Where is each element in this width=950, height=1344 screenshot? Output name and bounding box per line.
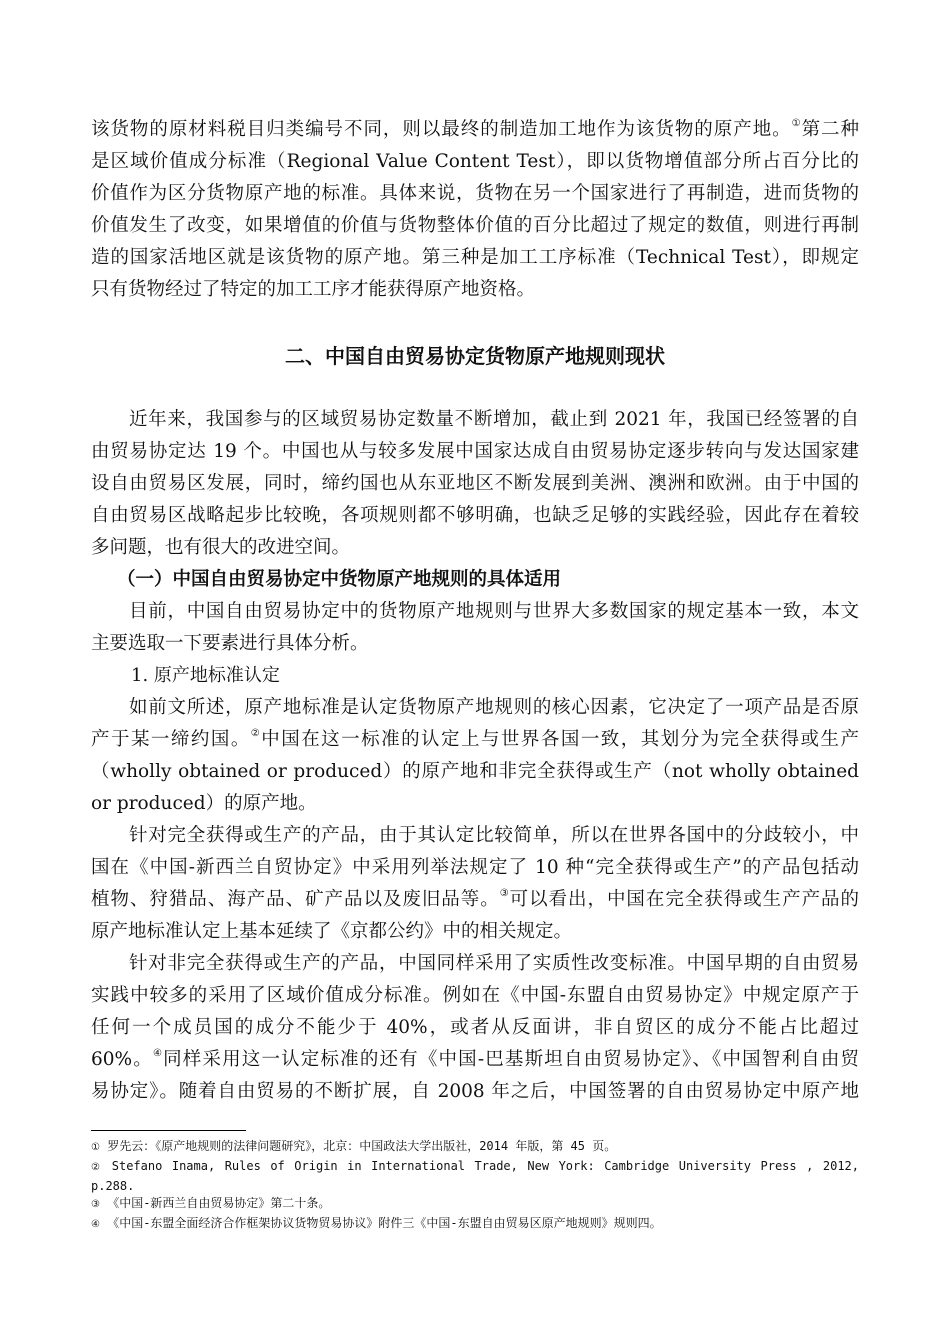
text-line: 任何一个成员国的成分不能少于 40%，或者从反面讲，非自贸区的成分不能占比超过 xyxy=(91,1017,859,1038)
text-line: 造的国家活地区就是该货物的原产地。第三种是加工工序标准（Technical Test），即规定 xyxy=(91,247,859,268)
footnote-number: ④ xyxy=(91,1219,100,1230)
footnote-marker[interactable]: ③ xyxy=(499,888,510,899)
text-line: 易协定》。随着自由贸易的不断扩展，自 2008 年之后，中国签署的自由贸易协定中原产地 xyxy=(91,1081,859,1102)
text-line: 主要选取一下要素进行具体分析。 xyxy=(91,633,369,654)
text-line: 植物、狩猎品、海产品、矿产品以及废旧品等。③可以看出，中国在完全获得或生产产品的 xyxy=(91,888,859,910)
text-line: 实践中较多的采用了区域价值成分标准。例如在《中国-东盟自由贸易协定》中规定原产于 xyxy=(91,985,859,1006)
footnote-continuation: p.288. xyxy=(91,1179,135,1193)
text-line: 是区域价值成分标准（Regional Value Content Test），即以货物增值部分所占百分比的 xyxy=(91,151,859,172)
footnote-divider xyxy=(91,1130,246,1131)
text-line: 设自由贸易区发展，同时，缔约国也从东亚地区不断发展到美洲、澳洲和欧洲。由于中国的 xyxy=(91,473,859,494)
text-line: 针对完全获得或生产的产品，由于其认定比较简单，所以在世界各国中的分歧较小，中 xyxy=(129,825,859,846)
footnote-marker[interactable]: ① xyxy=(791,118,802,129)
text-line: 国在《中国-新西兰自贸协定》中采用列举法规定了 10 种“完全获得或生产”的产品包括动 xyxy=(91,857,859,878)
text-line: 价值发生了改变，如果增值的价值与货物整体价值的百分比超过了规定的数值，则进行再制 xyxy=(91,215,859,236)
text-line: 60%。④同样采用这一认定标准的还有《中国-巴基斯坦自由贸易协定》、《中国智利自由贸 xyxy=(91,1048,859,1070)
numbered-heading: 1. 原产地标准认定 xyxy=(131,665,280,686)
text-line: 该货物的原材料税目归类编号不同，则以最终的制造加工地作为该货物的原产地。①第二种 xyxy=(91,118,859,140)
footnote-marker[interactable]: ④ xyxy=(152,1048,164,1059)
text-line: 原产地标准认定上基本延续了《京都公约》中的相关规定。 xyxy=(91,921,573,942)
subsection-heading: （一）中国自由贸易协定中货物原产地规则的具体适用 xyxy=(117,569,562,590)
document-body xyxy=(91,114,859,1108)
text-line: 价值作为区分货物原产地的标准。具体来说，货物在另一个国家进行了再制造，进而货物的 xyxy=(91,183,859,204)
paragraph xyxy=(91,114,859,306)
paragraph xyxy=(91,948,859,1108)
text-line: 如前文所述，原产地标准是认定货物原产地规则的核心因素，它决定了一项产品是否原 xyxy=(129,697,859,718)
footnote: ② Stefano Inama, Rules of Origin in International Trade, New York: Cambridge University Press , 2012, xyxy=(91,1159,859,1173)
text-line: or produced）的原产地。 xyxy=(91,793,317,814)
text-line: 针对非完全获得或生产的产品，中国同样采用了实质性改变标准。中国早期的自由贸易 xyxy=(129,953,859,974)
section-heading: 二、中国自由贸易协定货物原产地规则现状 xyxy=(285,344,665,368)
footnote: ④ 《中国-东盟全面经济合作框架协议货物贸易协议》附件三《中国-东盟自由贸易区原产地规则》规则四。 xyxy=(91,1216,662,1230)
text-line: 产于某一缔约国。②中国在这一标准的认定上与世界各国一致，其划分为完全获得或生产 xyxy=(91,728,859,750)
text-line: 只有货物经过了特定的加工工序才能获得原产地资格。 xyxy=(91,279,536,300)
footnote: ③ 《中国-新西兰自由贸易协定》第二十条。 xyxy=(91,1196,331,1210)
text-line: 自由贸易区战略起步比较晚，各项规则都不够明确，也缺乏足够的实践经验，因此存在着较 xyxy=(91,505,859,526)
paragraph xyxy=(91,596,859,660)
footnote-marker[interactable]: ② xyxy=(250,728,262,739)
text-line: 由贸易协定达 19 个。中国也从与较多发展中国家达成自由贸易协定逐步转向与发达国家建 xyxy=(91,441,859,462)
footnote-number: ① xyxy=(91,1142,100,1153)
paragraph xyxy=(91,692,859,820)
text-line: （wholly obtained or produced）的原产地和非完全获得或生产（not wholly obtained xyxy=(91,761,859,782)
text-line: 近年来，我国参与的区域贸易协定数量不断增加，截止到 2021 年，我国已经签署的自 xyxy=(129,409,859,430)
footnote-number: ② xyxy=(91,1162,103,1173)
paragraph xyxy=(91,820,859,948)
footnote: ① 罗先云：《原产地规则的法律问题研究》，北京：中国政法大学出版社，2014 年版，第 45 页。 xyxy=(91,1139,617,1153)
text-line: 多问题，也有很大的改进空间。 xyxy=(91,537,351,558)
paragraph xyxy=(91,404,859,564)
footnotes xyxy=(91,1138,859,1235)
footnote-number: ③ xyxy=(91,1199,100,1210)
text-line: 目前，中国自由贸易协定中的货物原产地规则与世界大多数国家的规定基本一致，本文 xyxy=(129,601,859,622)
